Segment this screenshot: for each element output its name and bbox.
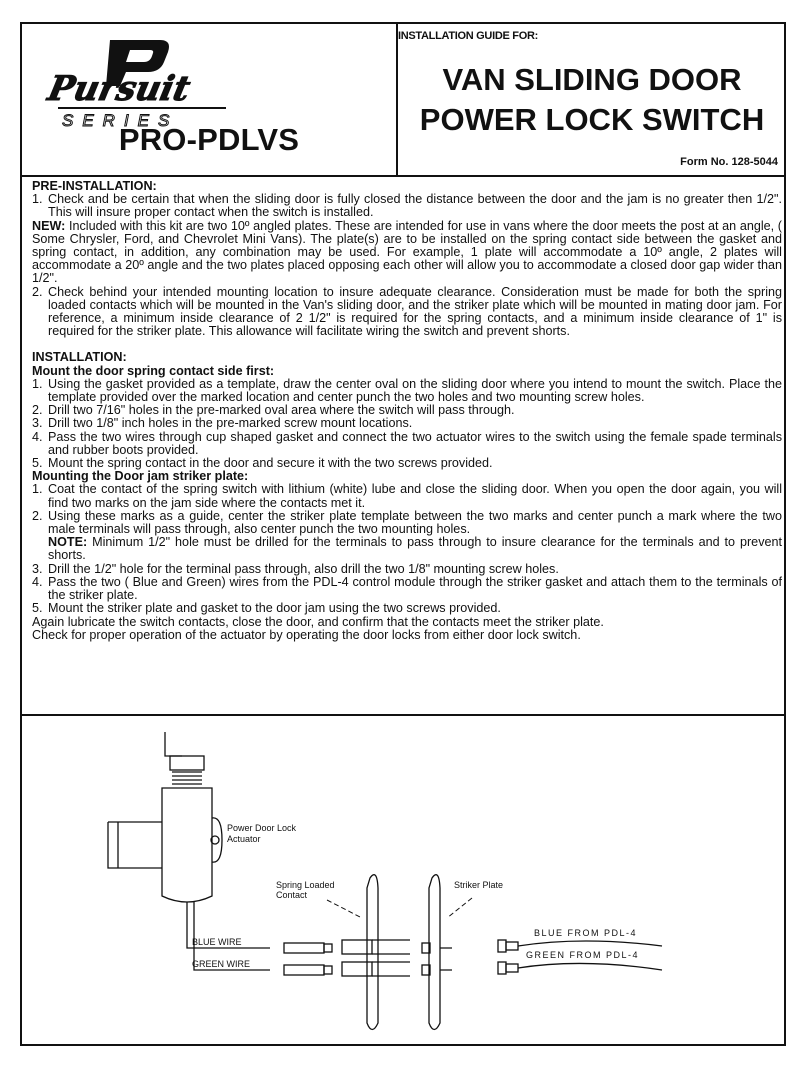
striker-step-1 [32,483,782,509]
item-text: Pass the two wires through cup shaped gasket and connect the two actuator wires to the switch using the female spade terminals and rubber boots provided. [48,429,782,457]
green-wire-label: GREEN WIRE [192,959,251,969]
striker-step-4 [32,576,782,602]
spring-contact-label-1: Spring Loaded [276,880,335,890]
logo-sub: SERIES [62,111,179,130]
item-text: Mount the spring contact in the door and secure it with the two screws provided. [48,456,493,471]
item-text: Drill the 1/2" hole for the terminal pass through, also drill the two 1/8" mounting screw holes. [48,561,559,576]
green-from-pdl4-label: GREEN FROM PDL-4 [526,950,640,960]
item-number: 3. [32,416,43,431]
item-number: 1. [32,192,43,207]
spring-step-4 [32,431,782,457]
item-number: 5. [32,456,43,471]
logo-text: Pursuit [44,69,194,109]
striker-plate-subheading: Mounting the Door jam striker plate: [32,469,249,484]
note-label: NOTE: [48,535,88,550]
header-left [20,22,398,175]
item-number: 5. [32,601,43,616]
pursuit-series-logo [40,36,240,136]
final-step-1: Again lubricate the switch contacts, close the door, and confirm that the contacts meet the striker plate. [32,614,604,629]
document-title [398,60,786,140]
pre-item-1 [32,193,782,219]
item-text: Using these marks as a guide, center the striker plate template between the two marks and center punch a mark where the two male terminals will pass through, also center punch the two mounting holes. [48,508,782,537]
installation-heading: INSTALLATION: [32,350,127,365]
note-text: Minimum 1/2" hole must be drilled for the terminals to pass through to insure clearance for the terminals and to prevent shorts. [48,535,782,563]
actuator-label-1: Power Door Lock [227,823,297,833]
item-text: Using the gasket provided as a template, draw the center oval on the sliding door where you intend to mount the switch. Place the template provided over the marked location and center punch the two holes and two mounting screw holes. [48,376,782,405]
new-text: Included with this kit are two 10º angled plates. These are intended for use in vans where the door meets the post at an angle, ( Some Chrysler, Ford, and Chevrolet Mini Vans). The plate(s) are to be installed on the spring contact side between the gasket and spring contact, in addition, any combination may be used. For example, 1 plate will accommodate a 10º angle, 2 plates will accommodate a 20º angle and the two plates placed opposing each other will allow you to accommodate a closed door gap wider than 1/2". [32,218,782,286]
item-number: 4. [32,429,43,444]
final-step-2: Check for proper operation of the actuator by operating the door locks from either door lock switch. [32,627,581,642]
item-text: Drill two 7/16" holes in the pre-marked oval area where the switch will pass through. [48,403,515,418]
item-number: 2. [32,284,43,299]
item-number: 1. [32,376,43,391]
striker-step-5 [32,602,782,615]
item-text: Coat the contact of the spring switch with lithium (white) lube and close the sliding door. When you open the door again, you will find two marks on the jam side where the contacts met it. [48,482,782,510]
spring-step-5 [32,457,782,470]
item-number: 3. [32,561,43,576]
actuator-illustration [108,732,270,970]
guide-label: INSTALLATION GUIDE FOR: [398,30,538,42]
form-number: Form No. 128-5044 [680,156,778,168]
item-number: 1. [32,482,43,497]
spring-contact-label-2: Contact [276,890,308,900]
item-number: 2. [32,403,43,418]
pre-item-2 [32,286,782,339]
instructions-body [32,180,782,642]
item-text: Check and be certain that when the sliding door is fully closed the distance between the door and the jam is no greater then 1/2". This will insure proper contact when the switch is installed. [48,192,782,220]
diagram-divider [20,714,786,716]
actuator-label-2: Actuator [227,834,261,844]
new-label: NEW: [32,218,66,233]
model-number: PRO-PDLVS [118,122,300,157]
item-number: 2. [32,508,43,523]
pre-installation-heading: PRE-INSTALLATION: [32,179,157,193]
callout-lines [327,898,472,918]
header-divider [20,175,786,177]
blue-wire-label: BLUE WIRE [192,937,242,947]
striker-plate-label: Striker Plate [454,880,504,890]
title-line-2: POWER LOCK SWITCH [419,102,765,137]
item-text: Pass the two ( Blue and Green) wires from the PDL-4 control module through the striker gasket and attach them to the terminals of the striker plate. [48,574,782,603]
striker-step-2 [32,510,782,563]
spring-contact-subheading: Mount the door spring contact side first: [32,363,275,378]
blue-from-pdl4-label: BLUE FROM PDL-4 [534,928,638,938]
spring-step-1 [32,378,782,404]
title-line-1: VAN SLIDING DOOR [442,62,742,97]
item-number: 4. [32,574,43,589]
header-right [398,22,786,175]
item-text: Check behind your intended mounting location to insure adequate clearance. Consideration must be made for both the spring loaded contacts which will be mounted in the Van's sliding door, and the striker plate which will be mounted in mating door jam. For reference, a minimum inside clearance of 2 1/2" is required for the spring contacts, and a minimum inside clearance of 1" is required for the striker plate. This allowance will facilitate wiring the switch and prevent shorts. [48,284,782,339]
new-paragraph [32,220,782,286]
item-text: Mount the striker plate and gasket to the door jam using the two screws provided. [48,601,501,616]
wiring-diagram [22,718,784,1044]
item-text: Drill two 1/8" inch holes in the pre-marked screw mount locations. [48,416,413,431]
